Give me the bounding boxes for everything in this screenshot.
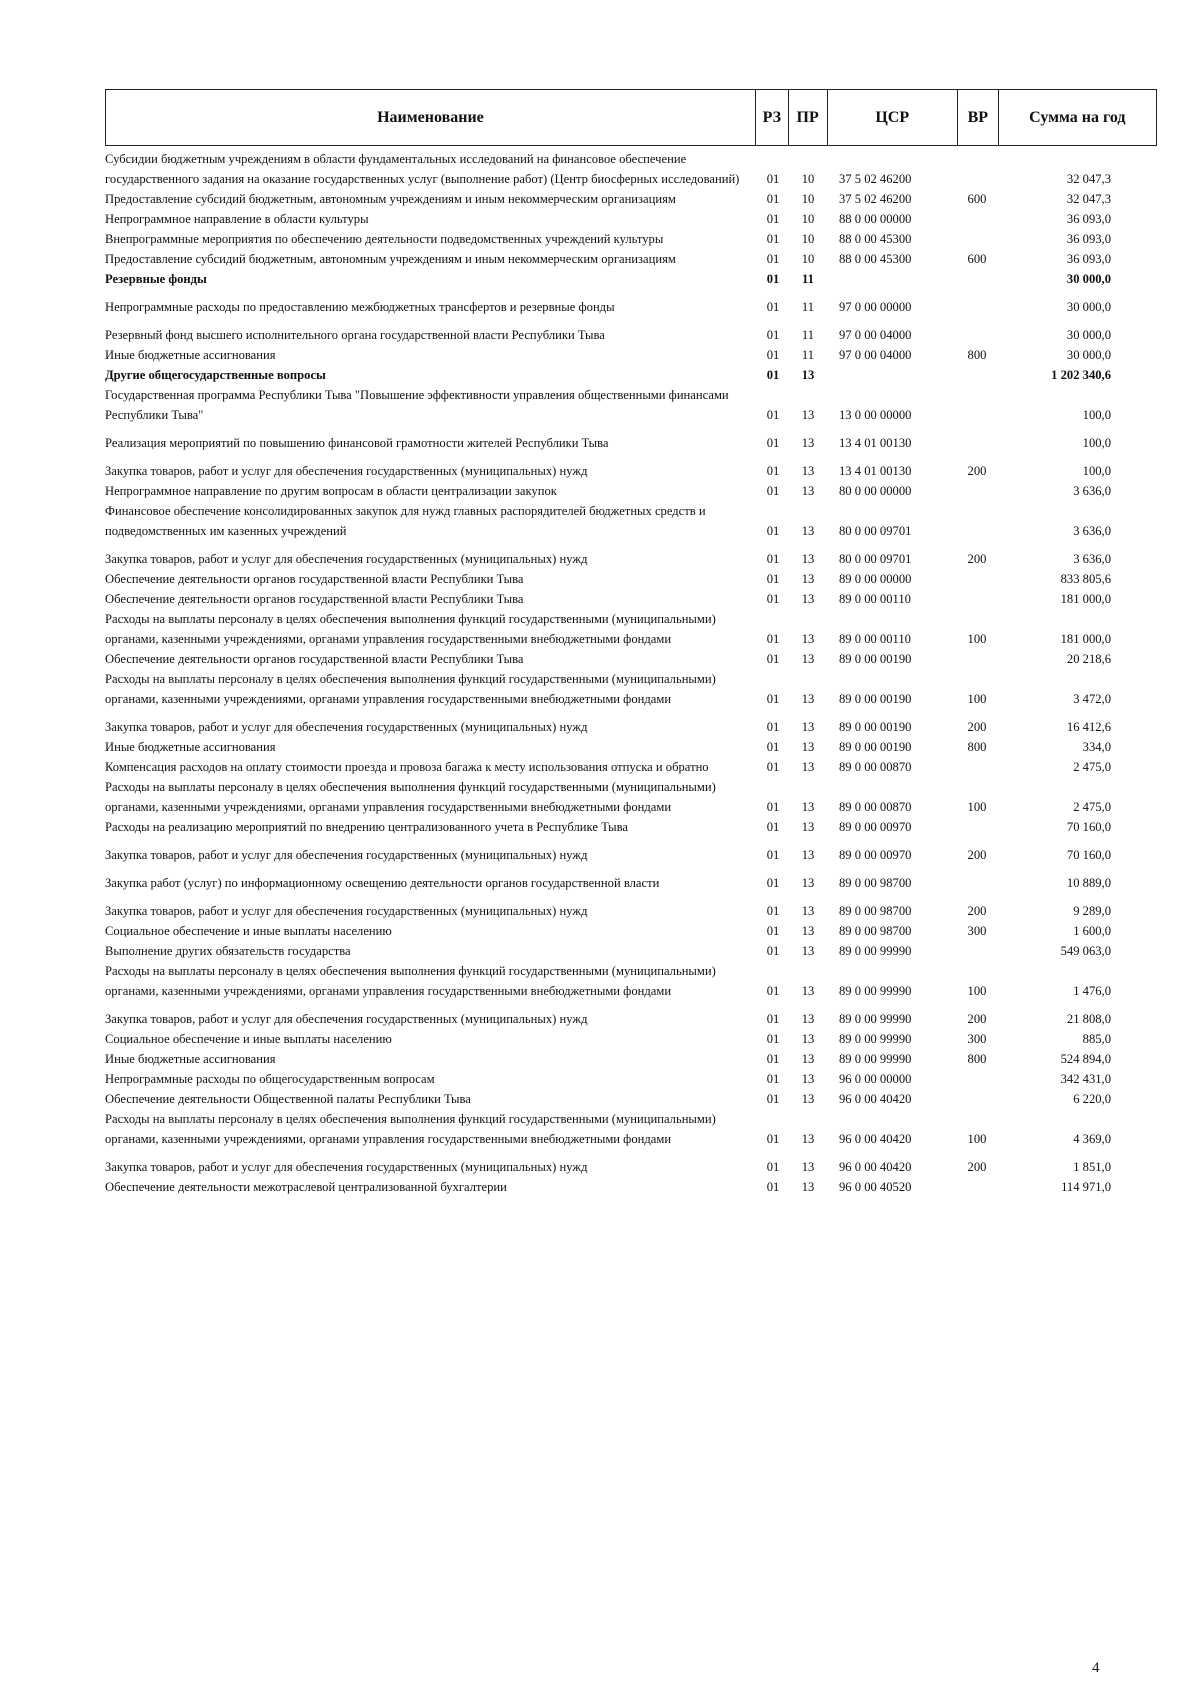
cell-sum: 70 160,0 [1066, 848, 1111, 862]
cell-sum: 20 218,6 [1066, 652, 1111, 666]
cell-pr: 10 [801, 252, 815, 266]
table-row [105, 269, 1155, 289]
table-row [105, 817, 1155, 837]
cell-rz: 01 [766, 484, 780, 498]
cell-pr: 13 [801, 652, 815, 666]
cell-pr: 10 [801, 192, 815, 206]
table-row [105, 609, 1155, 649]
cell-pr: 13 [801, 484, 815, 498]
cell-pr: 13 [801, 820, 815, 834]
cell-vr: 200 [967, 1012, 987, 1026]
cell-sum: 524 894,0 [1060, 1052, 1111, 1066]
cell-name: Расходы на выплаты персоналу в целях обеспечения выполнения функций государственными (муниципальными) органами, казенными учреждениями, органами управления государственными внебюджетными фондами [105, 964, 716, 998]
cell-name: Расходы на выплаты персоналу в целях обеспечения выполнения функций государственными (муниципальными) органами, казенными учреждениями, органами управления государственными внебюджетными фондами [105, 612, 716, 646]
cell-csr: 96 0 00 40420 [839, 1092, 912, 1106]
cell-rz: 01 [766, 572, 780, 586]
cell-rz: 01 [766, 328, 780, 342]
cell-pr: 11 [801, 300, 815, 314]
cell-pr: 13 [801, 1132, 815, 1146]
cell-name: Выполнение других обязательств государства [105, 944, 351, 958]
cell-name: Закупка товаров, работ и услуг для обеспечения государственных (муниципальных) нужд [105, 904, 588, 918]
cell-sum: 885,0 [1082, 1032, 1111, 1046]
table-row [105, 209, 1155, 229]
table-row [105, 1109, 1155, 1149]
cell-rz: 01 [766, 1012, 780, 1026]
cell-sum: 181 000,0 [1060, 632, 1111, 646]
cell-csr: 89 0 00 00000 [839, 572, 912, 586]
cell-name: Финансовое обеспечение консолидированных закупок для нужд главных распорядителей бюджетных средств и подведомственных им казенных учреждений [105, 504, 706, 538]
cell-name: Иные бюджетные ассигнования [105, 1052, 276, 1066]
cell-rz: 01 [766, 984, 780, 998]
cell-vr: 100 [967, 632, 987, 646]
cell-pr: 13 [801, 1180, 815, 1194]
cell-rz: 01 [766, 300, 780, 314]
cell-sum: 9 289,0 [1073, 904, 1111, 918]
cell-rz: 01 [766, 436, 780, 450]
cell-name: Непрограммное направление в области культуры [105, 212, 369, 226]
cell-pr: 13 [801, 408, 815, 422]
cell-sum: 3 636,0 [1073, 524, 1111, 538]
cell-csr: 89 0 00 98700 [839, 904, 912, 918]
cell-rz: 01 [766, 800, 780, 814]
cell-rz: 01 [766, 740, 780, 754]
table-row [105, 1049, 1155, 1069]
cell-sum: 36 093,0 [1066, 212, 1111, 226]
cell-sum: 10 889,0 [1066, 876, 1111, 890]
cell-name: Расходы на выплаты персоналу в целях обеспечения выполнения функций государственными (муниципальными) органами, казенными учреждениями, органами управления государственными внебюджетными фондами [105, 780, 716, 814]
cell-sum: 32 047,3 [1066, 172, 1111, 186]
cell-csr: 13 4 01 00130 [839, 464, 912, 478]
table-row [105, 1029, 1155, 1049]
cell-sum: 16 412,6 [1066, 720, 1111, 734]
cell-rz: 01 [766, 876, 780, 890]
cell-csr: 89 0 00 00190 [839, 740, 912, 754]
cell-pr: 13 [801, 1160, 815, 1174]
cell-name: Резервные фонды [105, 272, 207, 286]
table-row [105, 365, 1155, 385]
cell-csr: 97 0 00 04000 [839, 348, 912, 362]
cell-rz: 01 [766, 848, 780, 862]
cell-csr: 89 0 00 00970 [839, 848, 912, 862]
cell-name: Непрограммные расходы по общегосударственным вопросам [105, 1072, 435, 1086]
cell-csr: 96 0 00 40420 [839, 1160, 912, 1174]
cell-pr: 13 [801, 368, 815, 382]
cell-name: Закупка товаров, работ и услуг для обеспечения государственных (муниципальных) нужд [105, 552, 588, 566]
cell-csr: 80 0 00 00000 [839, 484, 912, 498]
cell-vr: 200 [967, 552, 987, 566]
table-row [105, 589, 1155, 609]
cell-rz: 01 [766, 348, 780, 362]
cell-name: Обеспечение деятельности межотраслевой централизованной бухгалтерии [105, 1180, 507, 1194]
cell-sum: 21 808,0 [1066, 1012, 1111, 1026]
table-body [105, 149, 1155, 1197]
table-row [105, 501, 1155, 541]
cell-name: Закупка товаров, работ и услуг для обеспечения государственных (муниципальных) нужд [105, 1012, 588, 1026]
cell-pr: 10 [801, 212, 815, 226]
cell-csr: 37 5 02 46200 [839, 172, 912, 186]
cell-rz: 01 [766, 232, 780, 246]
table-header [105, 89, 1157, 146]
cell-name: Обеспечение деятельности органов государственной власти Республики Тыва [105, 652, 524, 666]
cell-pr: 10 [801, 172, 815, 186]
table-row [105, 737, 1155, 757]
table-row [105, 717, 1155, 737]
cell-csr: 88 0 00 45300 [839, 252, 912, 266]
cell-name: Обеспечение деятельности органов государственной власти Республики Тыва [105, 572, 524, 586]
cell-sum: 30 000,0 [1066, 300, 1111, 314]
cell-vr: 800 [967, 1052, 987, 1066]
cell-csr: 97 0 00 00000 [839, 300, 912, 314]
table-row [105, 461, 1155, 481]
cell-rz: 01 [766, 1160, 780, 1174]
table-row [105, 189, 1155, 209]
cell-pr: 13 [801, 800, 815, 814]
cell-sum: 833 805,6 [1060, 572, 1111, 586]
header-pr: ПР [789, 90, 828, 145]
cell-csr: 89 0 00 00110 [839, 632, 911, 646]
cell-name: Обеспечение деятельности Общественной палаты Республики Тыва [105, 1092, 471, 1106]
cell-name: Расходы на выплаты персоналу в целях обеспечения выполнения функций государственными (муниципальными) органами, казенными учреждениями, органами управления государственными внебюджетными фондами [105, 672, 716, 706]
cell-vr: 300 [967, 924, 987, 938]
cell-name: Внепрограммные мероприятия по обеспечению деятельности подведомственных учреждений культуры [105, 232, 664, 246]
cell-name: Социальное обеспечение и иные выплаты населению [105, 924, 392, 938]
cell-pr: 10 [801, 232, 815, 246]
cell-pr: 13 [801, 720, 815, 734]
cell-vr: 100 [967, 692, 987, 706]
cell-rz: 01 [766, 1180, 780, 1194]
cell-name: Закупка работ (услуг) по информационному освещению деятельности органов государственной власти [105, 876, 660, 890]
cell-rz: 01 [766, 368, 780, 382]
cell-csr: 89 0 00 99990 [839, 944, 912, 958]
cell-csr: 96 0 00 00000 [839, 1072, 912, 1086]
cell-sum: 6 220,0 [1073, 1092, 1111, 1106]
table-row [105, 921, 1155, 941]
cell-sum: 100,0 [1082, 464, 1111, 478]
cell-name: Социальное обеспечение и иные выплаты населению [105, 1032, 392, 1046]
cell-rz: 01 [766, 632, 780, 646]
cell-csr: 88 0 00 45300 [839, 232, 912, 246]
cell-sum: 30 000,0 [1066, 272, 1111, 286]
cell-rz: 01 [766, 1072, 780, 1086]
cell-csr: 89 0 00 99990 [839, 1052, 912, 1066]
table-row [105, 901, 1155, 921]
cell-name: Непрограммное направление по другим вопросам в области централизации закупок [105, 484, 557, 498]
cell-sum: 3 472,0 [1073, 692, 1111, 706]
cell-csr: 89 0 00 99990 [839, 1032, 912, 1046]
cell-rz: 01 [766, 692, 780, 706]
table-row [105, 297, 1155, 317]
cell-csr: 97 0 00 04000 [839, 328, 912, 342]
cell-vr: 300 [967, 1032, 987, 1046]
table-row [105, 549, 1155, 569]
cell-pr: 13 [801, 984, 815, 998]
table-row [105, 481, 1155, 501]
cell-pr: 13 [801, 464, 815, 478]
cell-sum: 70 160,0 [1066, 820, 1111, 834]
cell-rz: 01 [766, 172, 780, 186]
cell-sum: 100,0 [1082, 408, 1111, 422]
cell-csr: 89 0 00 00970 [839, 820, 912, 834]
table-row [105, 1157, 1155, 1177]
cell-name: Другие общегосударственные вопросы [105, 368, 326, 382]
cell-rz: 01 [766, 592, 780, 606]
cell-rz: 01 [766, 820, 780, 834]
cell-rz: 01 [766, 252, 780, 266]
cell-rz: 01 [766, 944, 780, 958]
cell-rz: 01 [766, 212, 780, 226]
cell-name: Иные бюджетные ассигнования [105, 348, 276, 362]
cell-csr: 89 0 00 98700 [839, 924, 912, 938]
table-row [105, 873, 1155, 893]
table-row [105, 569, 1155, 589]
cell-sum: 3 636,0 [1073, 552, 1111, 566]
cell-sum: 4 369,0 [1073, 1132, 1111, 1146]
cell-csr: 89 0 00 98700 [839, 876, 912, 890]
cell-sum: 181 000,0 [1060, 592, 1111, 606]
cell-sum: 3 636,0 [1073, 484, 1111, 498]
table-row [105, 941, 1155, 961]
cell-pr: 11 [801, 328, 815, 342]
header-sum: Сумма на год [1029, 108, 1126, 126]
cell-sum: 100,0 [1082, 436, 1111, 450]
cell-name: Закупка товаров, работ и услуг для обеспечения государственных (муниципальных) нужд [105, 464, 588, 478]
cell-pr: 13 [801, 1072, 815, 1086]
header-name: Наименование [106, 90, 756, 145]
cell-pr: 13 [801, 1052, 815, 1066]
header-vr: ВР [958, 90, 999, 145]
cell-name: Обеспечение деятельности органов государственной власти Республики Тыва [105, 592, 524, 606]
table-row [105, 1177, 1155, 1197]
cell-pr: 13 [801, 760, 815, 774]
cell-sum: 342 431,0 [1060, 1072, 1111, 1086]
cell-csr: 89 0 00 99990 [839, 984, 912, 998]
table-row [105, 249, 1155, 269]
cell-vr: 200 [967, 1160, 987, 1174]
cell-csr: 96 0 00 40520 [839, 1180, 912, 1194]
cell-pr: 13 [801, 572, 815, 586]
cell-vr: 800 [967, 740, 987, 754]
table-row [105, 1069, 1155, 1089]
cell-rz: 01 [766, 760, 780, 774]
cell-name: Государственная программа Республики Тыва "Повышение эффективности управления общественными финансами Республики Тыва" [105, 388, 729, 422]
table-row [105, 385, 1155, 425]
cell-name: Закупка товаров, работ и услуг для обеспечения государственных (муниципальных) нужд [105, 848, 588, 862]
cell-rz: 01 [766, 1132, 780, 1146]
cell-name: Непрограммные расходы по предоставлению межбюджетных трансфертов и резервные фонды [105, 300, 615, 314]
cell-pr: 13 [801, 692, 815, 706]
cell-vr: 200 [967, 848, 987, 862]
cell-pr: 13 [801, 1012, 815, 1026]
cell-rz: 01 [766, 1032, 780, 1046]
cell-vr: 100 [967, 1132, 987, 1146]
cell-pr: 13 [801, 1092, 815, 1106]
cell-csr: 37 5 02 46200 [839, 192, 912, 206]
cell-sum: 2 475,0 [1073, 760, 1111, 774]
page-number: 4 [1092, 1660, 1100, 1676]
cell-pr: 13 [801, 632, 815, 646]
table-row [105, 149, 1155, 189]
cell-name: Иные бюджетные ассигнования [105, 740, 276, 754]
cell-pr: 13 [801, 592, 815, 606]
cell-rz: 01 [766, 720, 780, 734]
cell-csr: 89 0 00 99990 [839, 1012, 912, 1026]
cell-sum: 32 047,3 [1066, 192, 1111, 206]
cell-pr: 11 [802, 272, 814, 286]
cell-rz: 01 [766, 652, 780, 666]
cell-pr: 13 [801, 944, 815, 958]
cell-pr: 13 [801, 740, 815, 754]
cell-vr: 800 [967, 348, 987, 362]
table-row [105, 433, 1155, 453]
cell-vr: 100 [967, 984, 987, 998]
cell-csr: 89 0 00 00190 [839, 652, 912, 666]
cell-vr: 200 [967, 904, 987, 918]
cell-pr: 13 [801, 848, 815, 862]
table-row [105, 845, 1155, 865]
cell-pr: 13 [801, 436, 815, 450]
cell-name: Расходы на выплаты персоналу в целях обеспечения выполнения функций государственными (муниципальными) органами, казенными учреждениями, органами управления государственными внебюджетными фондами [105, 1112, 716, 1146]
cell-sum: 334,0 [1082, 740, 1111, 754]
cell-vr: 100 [967, 800, 987, 814]
cell-sum: 2 475,0 [1073, 800, 1111, 814]
cell-rz: 01 [766, 904, 780, 918]
cell-name: Расходы на реализацию мероприятий по внедрению централизованного учета в Республике Тыва [105, 820, 628, 834]
cell-csr: 13 4 01 00130 [839, 436, 912, 450]
cell-name: Резервный фонд высшего исполнительного органа государственной власти Республики Тыва [105, 328, 605, 342]
cell-sum: 36 093,0 [1066, 252, 1111, 266]
cell-pr: 13 [801, 552, 815, 566]
cell-csr: 89 0 00 00870 [839, 760, 912, 774]
cell-rz: 01 [766, 1052, 780, 1066]
table-row [105, 325, 1155, 345]
table-row [105, 345, 1155, 365]
table-row [105, 961, 1155, 1001]
cell-pr: 13 [801, 904, 815, 918]
table-row [105, 649, 1155, 669]
cell-pr: 13 [801, 876, 815, 890]
cell-rz: 01 [766, 192, 780, 206]
cell-pr: 13 [801, 524, 815, 538]
cell-sum: 1 202 340,6 [1051, 368, 1111, 382]
table-row [105, 777, 1155, 817]
cell-rz: 01 [766, 408, 780, 422]
cell-rz: 01 [766, 464, 780, 478]
cell-rz: 01 [766, 272, 780, 286]
cell-csr: 89 0 00 00190 [839, 720, 912, 734]
cell-vr: 200 [967, 464, 987, 478]
table-row [105, 1009, 1155, 1029]
cell-rz: 01 [766, 552, 780, 566]
cell-name: Компенсация расходов на оплату стоимости проезда и провоза багажа к месту использования отпуска и обратно [105, 760, 709, 774]
header-csr: ЦСР [828, 90, 958, 145]
cell-vr: 600 [967, 192, 987, 206]
cell-csr: 89 0 00 00190 [839, 692, 912, 706]
cell-vr: 200 [967, 720, 987, 734]
cell-pr: 13 [801, 924, 815, 938]
cell-sum: 1 476,0 [1073, 984, 1111, 998]
cell-sum: 1 600,0 [1073, 924, 1111, 938]
cell-name: Закупка товаров, работ и услуг для обеспечения государственных (муниципальных) нужд [105, 720, 588, 734]
table-row [105, 669, 1155, 709]
cell-csr: 89 0 00 00870 [839, 800, 912, 814]
cell-name: Закупка товаров, работ и услуг для обеспечения государственных (муниципальных) нужд [105, 1160, 588, 1174]
cell-csr: 88 0 00 00000 [839, 212, 912, 226]
cell-csr: 80 0 00 09701 [839, 552, 912, 566]
table-row [105, 1089, 1155, 1109]
cell-sum: 36 093,0 [1066, 232, 1111, 246]
cell-sum: 1 851,0 [1073, 1160, 1111, 1174]
cell-vr: 600 [967, 252, 987, 266]
cell-csr: 13 0 00 00000 [839, 408, 912, 422]
cell-sum: 30 000,0 [1066, 328, 1111, 342]
cell-rz: 01 [766, 924, 780, 938]
cell-csr: 80 0 00 09701 [839, 524, 912, 538]
cell-sum: 549 063,0 [1060, 944, 1111, 958]
cell-name: Реализация мероприятий по повышению финансовой грамотности жителей Республики Тыва [105, 436, 609, 450]
header-rz: РЗ [756, 90, 789, 145]
cell-csr: 96 0 00 40420 [839, 1132, 912, 1146]
cell-sum: 114 971,0 [1061, 1180, 1111, 1194]
cell-name: Субсидии бюджетным учреждениям в области фундаментальных исследований на финансовое обеспечение государственного задания на оказание государственных услуг (выполнение работ) (Центр биосферных исследований) [105, 152, 740, 186]
cell-pr: 11 [801, 348, 815, 362]
cell-name: Предоставление субсидий бюджетным, автономным учреждениям и иным некоммерческим организациям [105, 252, 676, 266]
cell-name: Предоставление субсидий бюджетным, автономным учреждениям и иным некоммерческим организациям [105, 192, 676, 206]
cell-csr: 89 0 00 00110 [839, 592, 911, 606]
table-row [105, 757, 1155, 777]
cell-rz: 01 [766, 524, 780, 538]
table-row [105, 229, 1155, 249]
cell-rz: 01 [766, 1092, 780, 1106]
cell-pr: 13 [801, 1032, 815, 1046]
cell-sum: 30 000,0 [1066, 348, 1111, 362]
